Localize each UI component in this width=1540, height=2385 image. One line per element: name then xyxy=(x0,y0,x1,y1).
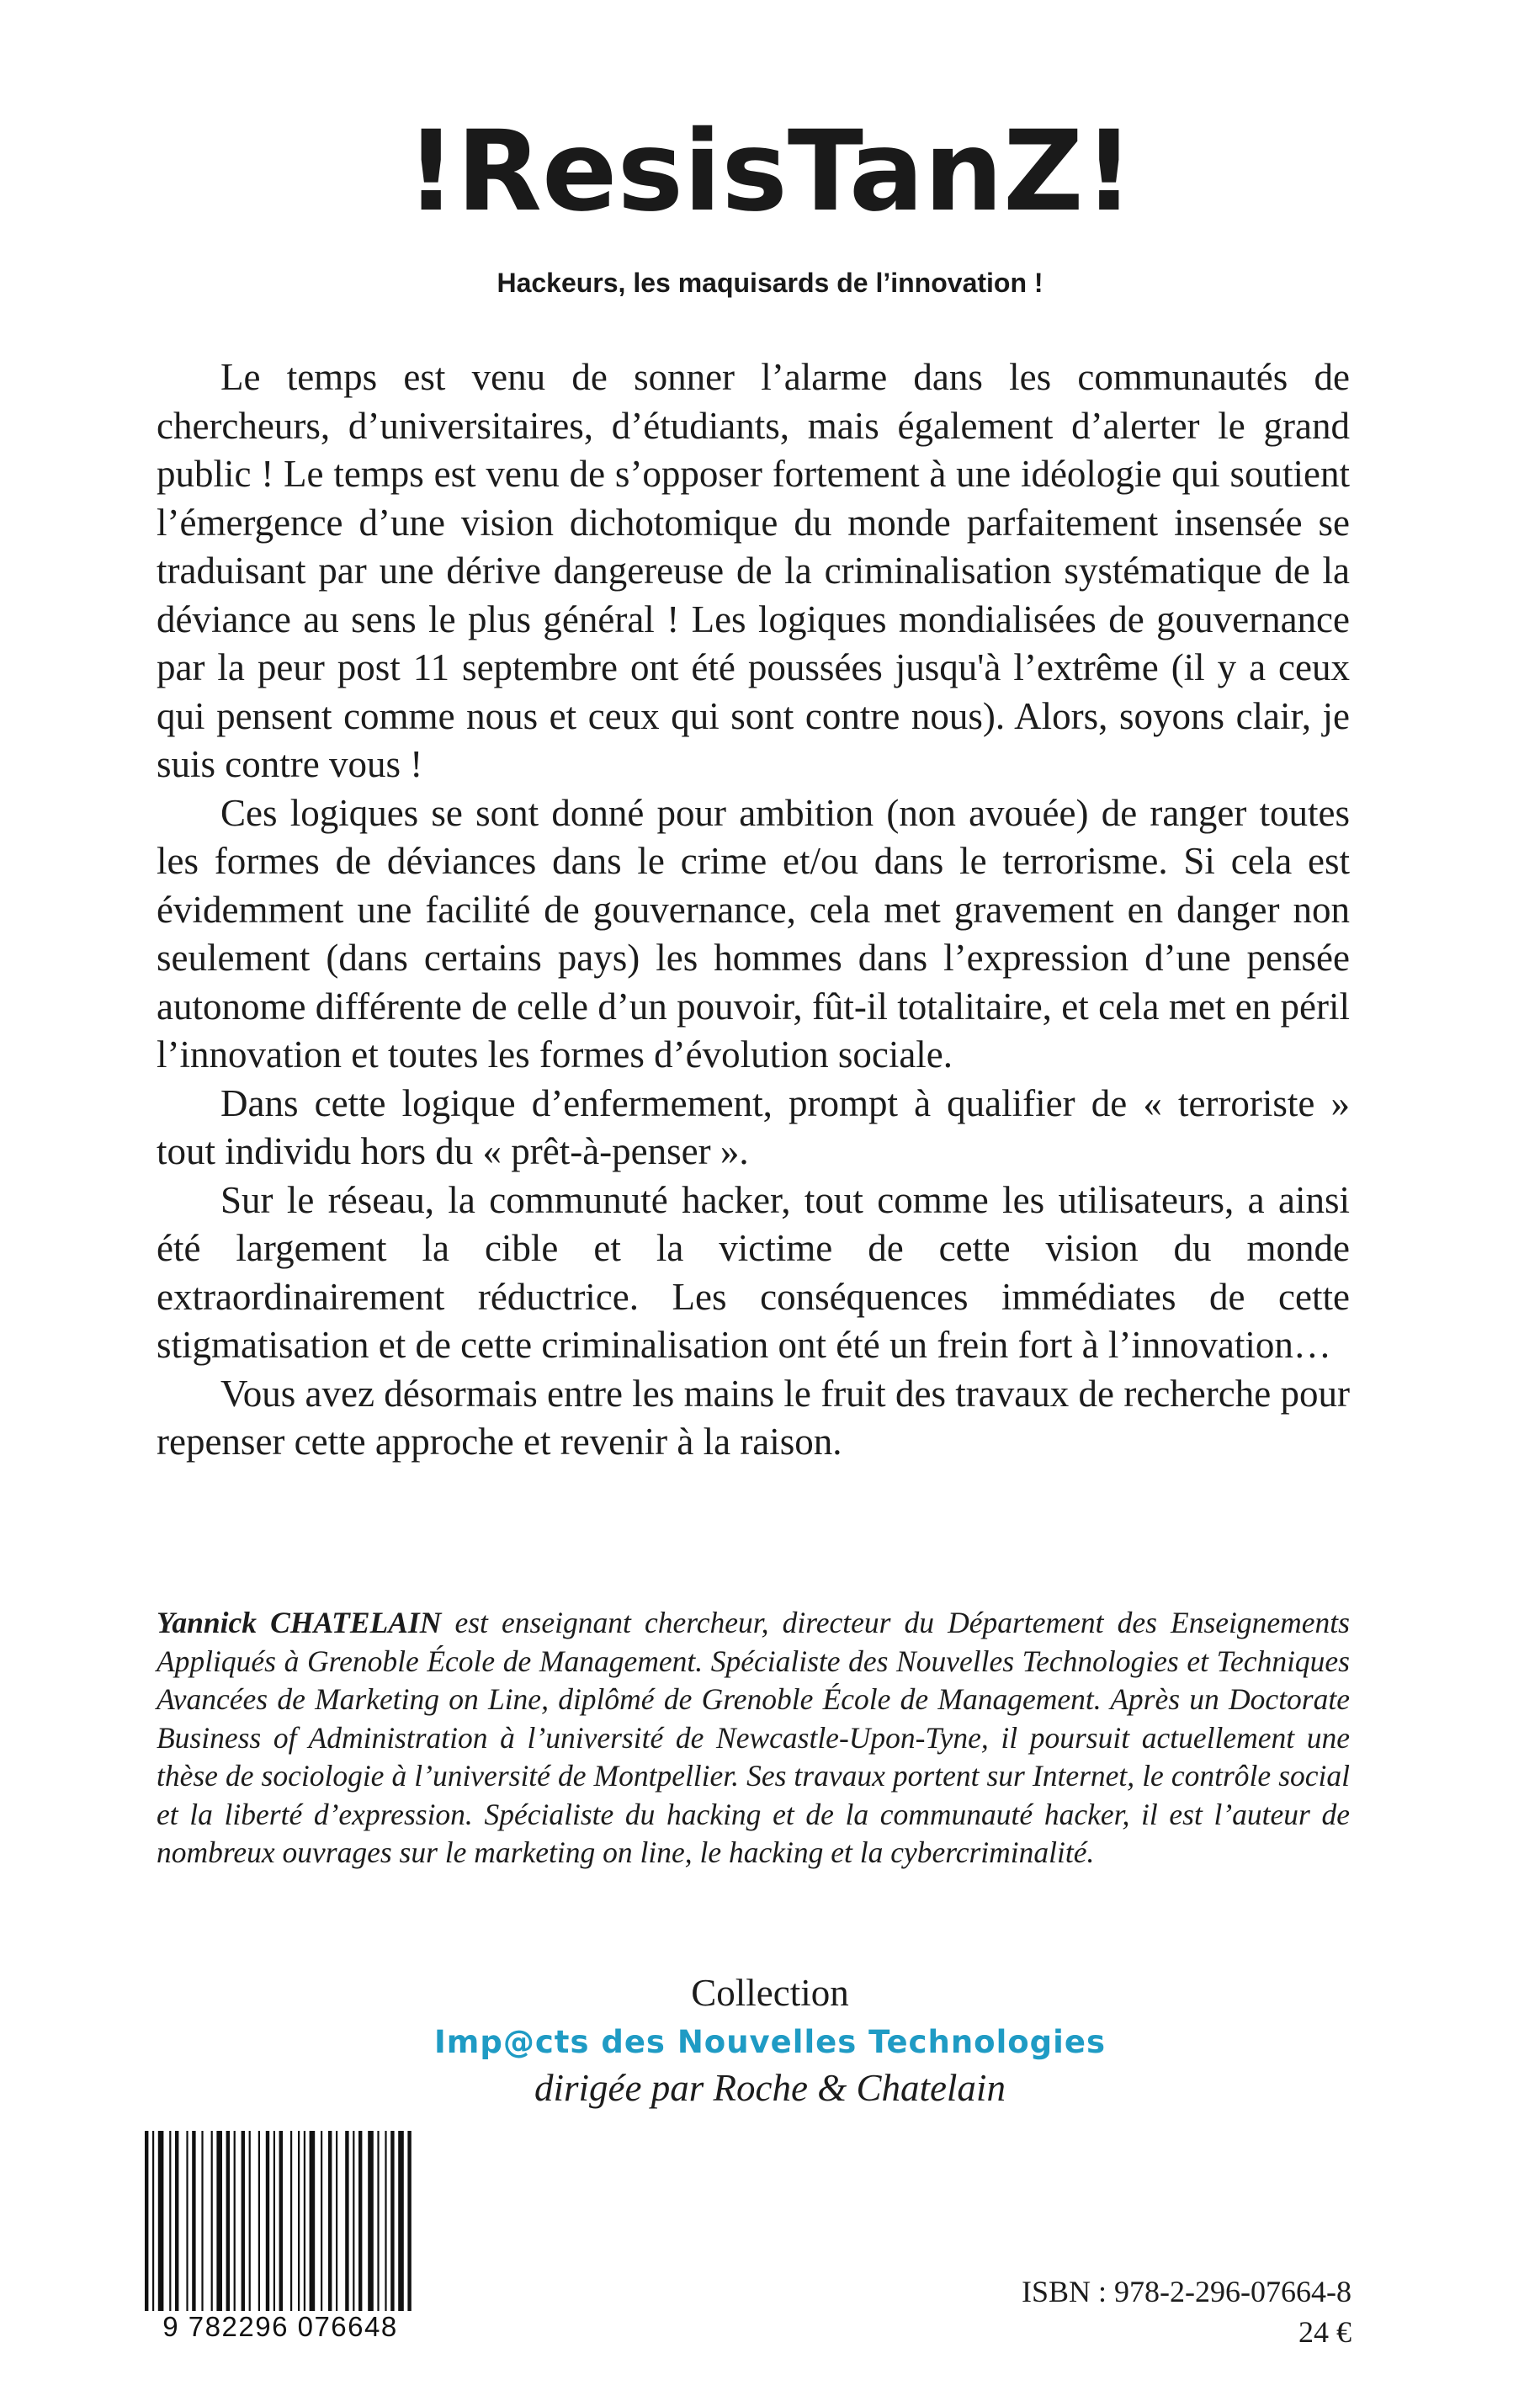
blurb-paragraph: Le temps est venu de sonner l’alarme dans les communautés de chercheurs, d’universitaires, d’étudiants, mais également d’alerter le grand public ! Le temps est venu de s’opposer fortement à une idéologie qui soutient l’émergence d’une vision dichotomique du monde parfaitement insensée se traduisant par une dérive dangereuse de la criminalisation systématique de la déviance au sens le plus général ! Les logiques mondialisées de gouvernance par la peur post 11 septembre ont été poussées jusqu'à l’extrême (il y a ceux qui pensent comme nous et ceux qui sont contre nous). Alors, soyons clair, je suis contre vous ! xyxy=(157,356,1350,785)
barcode-bar xyxy=(211,2131,213,2311)
price: 24 € xyxy=(1298,2315,1351,2349)
barcode-bar xyxy=(345,2131,348,2311)
barcode-icon xyxy=(140,2131,421,2311)
barcode-bar xyxy=(353,2131,354,2311)
collection-name: Imp@cts des Nouvelles Technologies xyxy=(434,2024,1106,2060)
barcode-bar xyxy=(216,2131,222,2311)
author-bio-text: est enseignant chercheur, directeur du Département des Enseignements Appliqués à Grenoble École de Management. Spécialiste des Nouvelles Technologies et Techniques Avancées de Marketing on Line, diplômé de Grenoble École de Management. Après un Doctorate Business of Administration à l’université de Newcastle-Upon-Tyne, il poursuit actuellement une thèse de sociologie à l’université de Montpellier. Ses travaux portent sur Internet, le contrôle social et la liberté d’expression. Spécialiste du hacking et de la communauté hacker, il est l’auteur de nombreux ouvrages sur le marketing on line, le hacking et la cybercriminalité. xyxy=(157,1606,1350,1869)
author-name: Yannick CHATELAIN xyxy=(157,1606,442,1639)
barcode-bar xyxy=(407,2131,411,2311)
collection-directors: dirigée par Roche & Chatelain xyxy=(534,2067,1006,2109)
barcode-bar xyxy=(279,2131,283,2311)
barcode-bar xyxy=(266,2131,269,2311)
blurb-paragraph: Ces logiques se sont donné pour ambition (non avouée) de ranger toutes les formes de déviances dans le crime et/ou dans le terrorisme. Si cela est évidemment une facilité de gouvernance, cela met gravement en danger non seulement (dans certains pays) les hommes dans l’expression d’une pensée autonome différente de celle d’un pouvoir, fût-il totalitaire, et cela met en péril l’innovation et toutes les formes d’évolution sociale. xyxy=(157,791,1350,1076)
barcode-bar xyxy=(358,2131,362,2311)
barcode-bar xyxy=(368,2131,374,2311)
barcode-bar xyxy=(226,2131,230,2311)
author-bio xyxy=(157,1604,1350,1872)
barcode-digits: 9 782296 076648 xyxy=(162,2311,398,2342)
book-subtitle: Hackeurs, les maquisards de l’innovation ! xyxy=(497,268,1043,298)
barcode-bar xyxy=(321,2131,322,2311)
barcode-bar xyxy=(152,2131,154,2311)
barcode-bar xyxy=(242,2131,245,2311)
book-title: !ResisTanZ! xyxy=(406,107,1134,236)
barcode-bar xyxy=(385,2131,386,2311)
barcode-bar xyxy=(336,2131,337,2311)
blurb-text xyxy=(157,353,1350,1467)
barcode-bar xyxy=(169,2131,171,2311)
barcode-bar xyxy=(186,2131,188,2311)
barcode-bar xyxy=(145,2131,148,2311)
barcode-bar xyxy=(398,2131,404,2311)
blurb-paragraph: Sur le réseau, la communuté hacker, tout comme les utilisateurs, a ainsi été largement la cible et la victime de cette vision du monde extraordinairement réductrice. Les conséquences immédiates de cette stigmatisation et de cette criminalisation ont été un frein fort à l’innovation… xyxy=(157,1178,1350,1366)
blurb-paragraph: Vous avez désormais entre les mains le fruit des travaux de recherche pour repenser cette approche et revenir à la raison. xyxy=(157,1372,1350,1463)
barcode-bar xyxy=(390,2131,394,2311)
barcode-bar xyxy=(234,2131,236,2311)
barcode-bar xyxy=(258,2131,260,2311)
barcode-bar xyxy=(304,2131,305,2311)
barcode-bar xyxy=(273,2131,275,2311)
barcode-bar xyxy=(310,2131,316,2311)
barcode-bar xyxy=(192,2131,195,2311)
isbn: ISBN : 978-2-296-07664-8 xyxy=(1022,2275,1351,2308)
blurb-paragraph: Dans cette logique d’enfermement, prompt à qualifier de « terroriste » tout individu hors du « prêt-à-penser ». xyxy=(157,1081,1350,1172)
barcode-bar xyxy=(249,2131,251,2311)
barcode-bar xyxy=(201,2131,203,2311)
barcode-bar xyxy=(298,2131,300,2311)
collection-label: Collection xyxy=(691,1972,849,2014)
barcode-bar xyxy=(290,2131,292,2311)
barcode-bar xyxy=(377,2131,379,2311)
barcode-bar xyxy=(158,2131,164,2311)
barcode-bar xyxy=(328,2131,332,2311)
barcode-bar xyxy=(175,2131,178,2311)
